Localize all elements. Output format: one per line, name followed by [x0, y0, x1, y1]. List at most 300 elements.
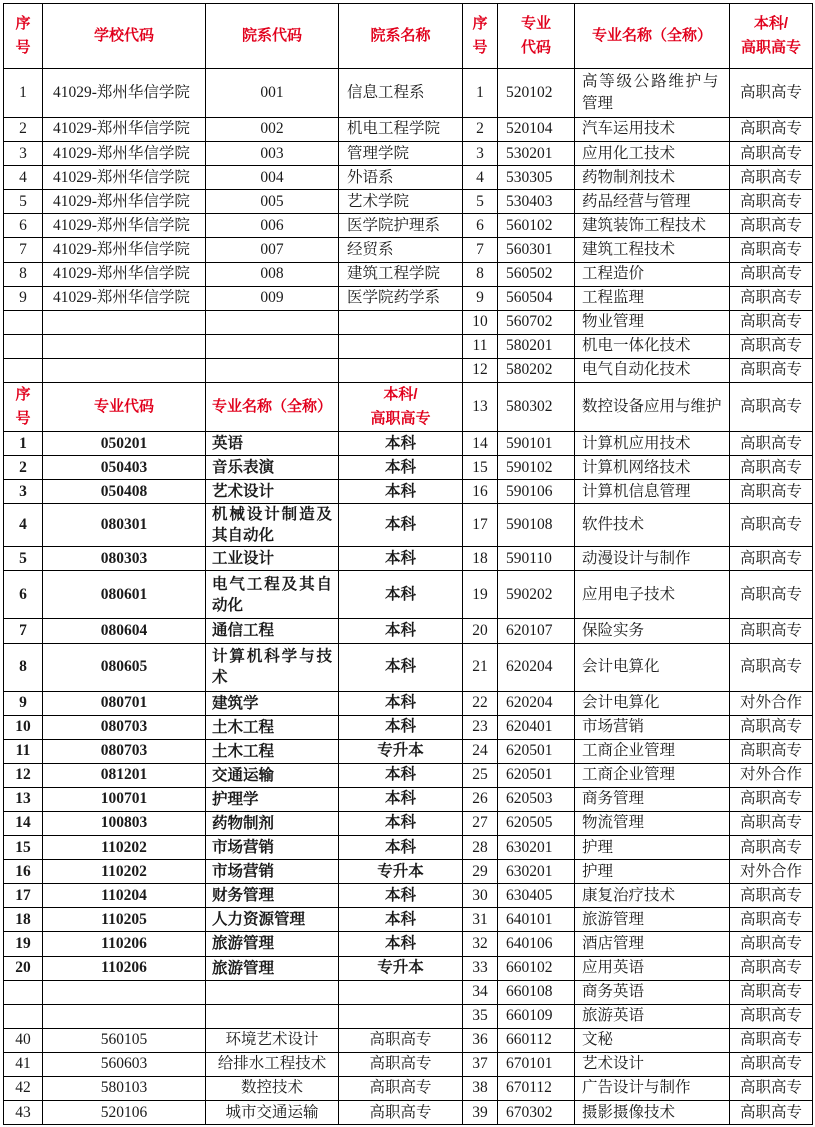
left-major-level-cell: 本科 [339, 480, 463, 504]
right-major-name-cell: 应用化工技术 [575, 142, 730, 166]
extra-major-level-cell: 高职高专 [339, 1077, 463, 1101]
right-major-no-cell: 28 [463, 836, 498, 860]
right-major-code-cell: 590106 [498, 480, 575, 504]
left-major-level-cell: 本科 [339, 908, 463, 932]
right-major-level-cell: 高职高专 [730, 1004, 813, 1028]
left-major-code-cell: 110206 [43, 932, 206, 956]
right-major-no-cell: 1 [463, 69, 498, 118]
right-major-no-cell: 27 [463, 811, 498, 835]
right-major-name-cell: 数控设备应用与维护 [575, 383, 730, 432]
right-major-code-cell: 670302 [498, 1101, 575, 1125]
extra-major-code-cell: 560105 [43, 1028, 206, 1052]
empty-cell [339, 980, 463, 1004]
right-major-no-cell: 6 [463, 214, 498, 238]
table-row [4, 763, 813, 787]
extra-major-level-cell: 高职高专 [339, 1052, 463, 1076]
right-major-code-cell: 620107 [498, 619, 575, 643]
right-major-name-cell: 物流管理 [575, 811, 730, 835]
right-major-name-cell: 艺术设计 [575, 1052, 730, 1076]
right-major-level-cell: 对外合作 [730, 763, 813, 787]
header-row [4, 4, 813, 69]
right-major-code-cell: 660108 [498, 980, 575, 1004]
left-major-code-cell: 080703 [43, 715, 206, 739]
table-row [4, 956, 813, 980]
left-major-name-cell: 电气工程及其自动化 [206, 571, 339, 619]
right-major-level-cell: 高职高专 [730, 286, 813, 310]
left-major-level-cell: 本科 [339, 643, 463, 691]
left-major-code-cell: 080601 [43, 571, 206, 619]
right-major-no-cell: 37 [463, 1052, 498, 1076]
right-major-level-cell: 高职高专 [730, 884, 813, 908]
empty-cell [339, 1004, 463, 1028]
table-row [4, 214, 813, 238]
right-major-name-cell: 保险实务 [575, 619, 730, 643]
right-major-code-cell: 630201 [498, 860, 575, 884]
left-major-code-cell: 081201 [43, 763, 206, 787]
left-major-level-cell: 本科 [339, 571, 463, 619]
right-major-name-cell: 软件技术 [575, 504, 730, 547]
right-major-name-cell: 文秘 [575, 1028, 730, 1052]
right-major-name-cell: 计算机网络技术 [575, 456, 730, 480]
extra-major-no-cell: 40 [4, 1028, 43, 1052]
right-major-no-cell: 2 [463, 118, 498, 142]
right-major-no-cell: 25 [463, 763, 498, 787]
left-major-code-cell: 080701 [43, 691, 206, 715]
empty-cell [4, 310, 43, 334]
right-major-level-cell: 高职高专 [730, 739, 813, 763]
header-major-level-line: 本科/ [753, 15, 789, 32]
left-major-name-cell: 交通运输 [206, 763, 339, 787]
right-major-no-cell: 18 [463, 547, 498, 571]
left-major-name-cell: 建筑学 [206, 691, 339, 715]
right-major-level-cell: 高职高专 [730, 1052, 813, 1076]
dept-code-cell: 007 [206, 238, 339, 262]
school-code-cell: 41029-郑州华信学院 [43, 118, 206, 142]
right-major-name-cell: 药物制剂技术 [575, 166, 730, 190]
right-major-code-cell: 620501 [498, 763, 575, 787]
left-major-no-cell: 3 [4, 480, 43, 504]
right-major-name-cell: 药品经营与管理 [575, 190, 730, 214]
right-major-no-cell: 12 [463, 358, 498, 382]
right-major-name-cell: 计算机信息管理 [575, 480, 730, 504]
table-row [4, 908, 813, 932]
table-row [4, 739, 813, 763]
right-major-level-cell: 高职高专 [730, 166, 813, 190]
school-code-cell: 41029-郑州华信学院 [43, 262, 206, 286]
table-row [4, 118, 813, 142]
extra-major-name-cell: 环境艺术设计 [206, 1028, 339, 1052]
subheader-level-line: 本科/ [383, 386, 418, 404]
table-row [4, 884, 813, 908]
header-school-code: 学校代码 [43, 4, 206, 69]
right-major-code-cell: 560702 [498, 310, 575, 334]
right-major-level-cell: 高职高专 [730, 1077, 813, 1101]
right-major-code-cell: 580202 [498, 358, 575, 382]
table-row [4, 1077, 813, 1101]
table-row [4, 262, 813, 286]
subheader-level-line: 高职高专 [370, 410, 431, 428]
left-major-level-cell: 本科 [339, 884, 463, 908]
majors-table [3, 3, 813, 1125]
right-major-name-cell: 电气自动化技术 [575, 358, 730, 382]
right-major-name-label: 高等级公路维护与管理 [582, 73, 719, 112]
left-major-code-cell: 110204 [43, 884, 206, 908]
right-major-code-cell: 560301 [498, 238, 575, 262]
subheader-name-cell: 专业名称（全称） [206, 383, 339, 432]
left-major-name-cell: 工业设计 [206, 547, 339, 571]
right-major-code-cell: 660109 [498, 1004, 575, 1028]
header-no-label: 序号 [15, 15, 31, 56]
dept-name-cell: 信息工程系 [339, 69, 463, 118]
left-major-name-cell: 计算机科学与技术 [206, 643, 339, 691]
right-major-level-cell: 高职高专 [730, 262, 813, 286]
right-major-code-cell: 520102 [498, 69, 575, 118]
left-major-name-cell: 财务管理 [206, 884, 339, 908]
dept-no-cell: 3 [4, 142, 43, 166]
empty-cell [339, 310, 463, 334]
right-major-no-cell: 3 [463, 142, 498, 166]
empty-cell [339, 358, 463, 382]
right-major-name-cell: 建筑装饰工程技术 [575, 214, 730, 238]
right-major-no-cell: 8 [463, 262, 498, 286]
right-major-no-cell: 29 [463, 860, 498, 884]
right-major-level-cell: 高职高专 [730, 1101, 813, 1125]
table-row [4, 69, 813, 118]
right-major-level-cell: 高职高专 [730, 118, 813, 142]
empty-cell [43, 1004, 206, 1028]
dept-name-cell: 医学院药学系 [339, 286, 463, 310]
empty-cell [43, 980, 206, 1004]
table-row [4, 358, 813, 382]
left-major-level-cell: 专升本 [339, 739, 463, 763]
empty-cell [206, 358, 339, 382]
right-major-no-cell: 33 [463, 956, 498, 980]
right-major-name-cell: 护理 [575, 836, 730, 860]
right-major-name-cell: 商务管理 [575, 787, 730, 811]
right-major-name-cell: 会计电算化 [575, 643, 730, 691]
right-major-no-cell: 26 [463, 787, 498, 811]
right-major-no-cell: 13 [463, 383, 498, 432]
right-major-no-cell: 30 [463, 884, 498, 908]
extra-major-no-cell: 41 [4, 1052, 43, 1076]
dept-name-cell: 外语系 [339, 166, 463, 190]
table-row [4, 1028, 813, 1052]
dept-no-cell: 5 [4, 190, 43, 214]
school-code-cell: 41029-郑州华信学院 [43, 190, 206, 214]
right-major-no-cell: 31 [463, 908, 498, 932]
left-major-code-cell: 080604 [43, 619, 206, 643]
right-major-code-cell: 530305 [498, 166, 575, 190]
subheader-code-cell: 专业代码 [43, 383, 206, 432]
table-row [4, 238, 813, 262]
right-major-no-cell: 22 [463, 691, 498, 715]
right-major-code-cell: 520104 [498, 118, 575, 142]
dept-no-cell: 9 [4, 286, 43, 310]
table-row [4, 836, 813, 860]
table-row [4, 811, 813, 835]
dept-name-cell: 机电工程学院 [339, 118, 463, 142]
right-major-code-cell: 620501 [498, 739, 575, 763]
left-major-level-cell: 专升本 [339, 956, 463, 980]
table-row [4, 1101, 813, 1125]
right-major-no-cell: 4 [463, 166, 498, 190]
header-dept-code: 院系代码 [206, 4, 339, 69]
left-major-code-cell: 050408 [43, 480, 206, 504]
left-major-name-cell: 旅游管理 [206, 956, 339, 980]
empty-cell [206, 310, 339, 334]
right-major-name-cell: 酒店管理 [575, 932, 730, 956]
extra-major-code-cell: 520106 [43, 1101, 206, 1125]
subheader-no-cell [4, 383, 43, 432]
header-major-name: 专业名称（全称） [575, 4, 730, 69]
left-major-code-cell: 110205 [43, 908, 206, 932]
left-major-code-cell: 050403 [43, 456, 206, 480]
right-major-name-cell: 商务英语 [575, 980, 730, 1004]
right-major-code-cell: 620204 [498, 643, 575, 691]
right-major-level-cell: 高职高专 [730, 956, 813, 980]
right-major-level-cell: 高职高专 [730, 932, 813, 956]
right-major-no-cell: 39 [463, 1101, 498, 1125]
right-major-no-cell: 7 [463, 238, 498, 262]
dept-no-cell: 8 [4, 262, 43, 286]
right-major-name-cell: 动漫设计与制作 [575, 547, 730, 571]
left-major-no-cell: 5 [4, 547, 43, 571]
right-major-level-cell: 高职高专 [730, 334, 813, 358]
empty-cell [4, 980, 43, 1004]
left-major-name-cell: 音乐表演 [206, 456, 339, 480]
table-row [4, 619, 813, 643]
table-row [4, 480, 813, 504]
left-major-no-cell: 20 [4, 956, 43, 980]
left-major-name-cell: 市场营销 [206, 860, 339, 884]
right-major-name-cell: 建筑工程技术 [575, 238, 730, 262]
dept-code-cell: 008 [206, 262, 339, 286]
dept-code-cell: 002 [206, 118, 339, 142]
right-major-code-cell: 530403 [498, 190, 575, 214]
left-major-name-cell: 通信工程 [206, 619, 339, 643]
table-row [4, 432, 813, 456]
left-major-no-cell: 17 [4, 884, 43, 908]
table-row [4, 571, 813, 619]
right-major-no-cell: 38 [463, 1077, 498, 1101]
right-major-code-cell: 620503 [498, 787, 575, 811]
extra-major-code-cell: 560603 [43, 1052, 206, 1076]
right-major-level-cell: 高职高专 [730, 190, 813, 214]
right-major-level-cell: 高职高专 [730, 1028, 813, 1052]
empty-cell [4, 358, 43, 382]
table-row [4, 715, 813, 739]
left-major-no-cell: 9 [4, 691, 43, 715]
extra-major-code-cell: 580103 [43, 1077, 206, 1101]
right-major-code-cell: 620401 [498, 715, 575, 739]
table-row [4, 383, 813, 432]
extra-major-no-cell: 43 [4, 1101, 43, 1125]
right-major-level-cell: 对外合作 [730, 691, 813, 715]
left-major-level-cell: 本科 [339, 432, 463, 456]
left-major-no-cell: 6 [4, 571, 43, 619]
right-major-level-cell: 高职高专 [730, 619, 813, 643]
left-major-no-cell: 11 [4, 739, 43, 763]
header-major-no [463, 4, 498, 69]
right-major-code-cell: 640101 [498, 908, 575, 932]
table-row [4, 142, 813, 166]
right-major-code-cell: 630201 [498, 836, 575, 860]
right-major-no-cell: 19 [463, 571, 498, 619]
right-major-code-cell: 530201 [498, 142, 575, 166]
right-major-code-cell: 670101 [498, 1052, 575, 1076]
extra-major-name-cell: 城市交通运输 [206, 1101, 339, 1125]
right-major-no-cell: 36 [463, 1028, 498, 1052]
header-major-level [730, 4, 813, 69]
table-row [4, 691, 813, 715]
dept-no-cell: 6 [4, 214, 43, 238]
right-major-name-cell: 汽车运用技术 [575, 118, 730, 142]
header-dept-name: 院系名称 [339, 4, 463, 69]
dept-code-cell: 001 [206, 69, 339, 118]
extra-major-name-cell: 数控技术 [206, 1077, 339, 1101]
table-row [4, 166, 813, 190]
right-major-no-cell: 9 [463, 286, 498, 310]
right-major-no-cell: 23 [463, 715, 498, 739]
right-major-no-cell: 34 [463, 980, 498, 1004]
right-major-level-cell: 高职高专 [730, 571, 813, 619]
extra-major-level-cell: 高职高专 [339, 1028, 463, 1052]
empty-cell [43, 310, 206, 334]
right-major-name-cell: 计算机应用技术 [575, 432, 730, 456]
dept-code-cell: 003 [206, 142, 339, 166]
header-major-code-label: 专业代码 [520, 15, 551, 56]
left-major-level-cell: 本科 [339, 811, 463, 835]
header-major-level-line: 高职高专 [740, 39, 801, 56]
dept-code-cell: 006 [206, 214, 339, 238]
right-major-level-cell: 高职高专 [730, 811, 813, 835]
right-major-name-cell [575, 69, 730, 118]
right-major-no-cell: 10 [463, 310, 498, 334]
right-major-name-cell: 旅游管理 [575, 908, 730, 932]
subheader-no-label: 序号 [15, 386, 31, 428]
right-major-code-cell: 560102 [498, 214, 575, 238]
school-code-cell: 41029-郑州华信学院 [43, 214, 206, 238]
left-major-level-cell: 本科 [339, 691, 463, 715]
empty-cell [339, 334, 463, 358]
right-major-code-cell: 560504 [498, 286, 575, 310]
right-major-code-cell: 590110 [498, 547, 575, 571]
left-major-code-cell: 110202 [43, 836, 206, 860]
right-major-level-cell: 高职高专 [730, 214, 813, 238]
right-major-level-cell: 对外合作 [730, 860, 813, 884]
left-major-name-cell: 药物制剂 [206, 811, 339, 835]
table-row [4, 547, 813, 571]
table-row [4, 643, 813, 691]
right-major-level-cell: 高职高专 [730, 480, 813, 504]
extra-major-name-cell: 给排水工程技术 [206, 1052, 339, 1076]
table-row [4, 1052, 813, 1076]
left-major-level-cell: 本科 [339, 504, 463, 547]
right-major-code-cell: 590101 [498, 432, 575, 456]
right-major-name-cell: 机电一体化技术 [575, 334, 730, 358]
right-major-no-cell: 20 [463, 619, 498, 643]
right-major-code-cell: 640106 [498, 932, 575, 956]
right-major-no-cell: 5 [463, 190, 498, 214]
right-major-name-cell: 应用电子技术 [575, 571, 730, 619]
right-major-code-cell: 560502 [498, 262, 575, 286]
empty-cell [206, 1004, 339, 1028]
dept-name-cell: 管理学院 [339, 142, 463, 166]
right-major-name-cell: 广告设计与制作 [575, 1077, 730, 1101]
table-row [4, 860, 813, 884]
left-major-code-cell: 110206 [43, 956, 206, 980]
left-major-code-cell: 100803 [43, 811, 206, 835]
table-body [4, 69, 813, 1125]
left-major-name-cell: 土木工程 [206, 715, 339, 739]
table-row [4, 334, 813, 358]
dept-code-cell: 004 [206, 166, 339, 190]
left-major-name-cell: 市场营销 [206, 836, 339, 860]
dept-code-cell: 009 [206, 286, 339, 310]
right-major-code-cell: 630405 [498, 884, 575, 908]
right-major-name-cell: 旅游英语 [575, 1004, 730, 1028]
right-major-name-cell: 工商企业管理 [575, 763, 730, 787]
left-major-code-cell: 080301 [43, 504, 206, 547]
table-row [4, 310, 813, 334]
right-major-code-cell: 580201 [498, 334, 575, 358]
dept-code-cell: 005 [206, 190, 339, 214]
empty-cell [43, 358, 206, 382]
left-major-code-cell: 100701 [43, 787, 206, 811]
school-code-cell: 41029-郑州华信学院 [43, 238, 206, 262]
left-major-no-cell: 15 [4, 836, 43, 860]
right-major-level-cell: 高职高专 [730, 142, 813, 166]
right-major-name-cell: 康复治疗技术 [575, 884, 730, 908]
right-major-name-cell: 护理 [575, 860, 730, 884]
left-major-no-cell: 14 [4, 811, 43, 835]
left-major-no-cell: 7 [4, 619, 43, 643]
left-major-level-cell: 本科 [339, 836, 463, 860]
dept-no-cell: 7 [4, 238, 43, 262]
left-major-name-cell: 艺术设计 [206, 480, 339, 504]
right-major-name-cell: 摄影摄像技术 [575, 1101, 730, 1125]
left-major-name-cell: 护理学 [206, 787, 339, 811]
right-major-level-cell: 高职高专 [730, 69, 813, 118]
dept-name-cell: 经贸系 [339, 238, 463, 262]
right-major-name-cell: 会计电算化 [575, 691, 730, 715]
extra-major-no-cell: 42 [4, 1077, 43, 1101]
table-row [4, 787, 813, 811]
right-major-no-cell: 17 [463, 504, 498, 547]
left-major-code-cell: 080605 [43, 643, 206, 691]
right-major-code-cell: 590202 [498, 571, 575, 619]
left-major-level-cell: 本科 [339, 547, 463, 571]
right-major-level-cell: 高职高专 [730, 383, 813, 432]
right-major-no-cell: 11 [463, 334, 498, 358]
left-major-no-cell: 18 [4, 908, 43, 932]
right-major-no-cell: 35 [463, 1004, 498, 1028]
left-major-name-cell: 土木工程 [206, 739, 339, 763]
right-major-no-cell: 15 [463, 456, 498, 480]
right-major-name-cell: 工程监理 [575, 286, 730, 310]
school-code-cell: 41029-郑州华信学院 [43, 69, 206, 118]
right-major-name-cell: 物业管理 [575, 310, 730, 334]
left-major-level-cell: 本科 [339, 787, 463, 811]
empty-cell [4, 1004, 43, 1028]
left-major-code-cell: 110202 [43, 860, 206, 884]
school-code-cell: 41029-郑州华信学院 [43, 166, 206, 190]
right-major-level-cell: 高职高专 [730, 310, 813, 334]
left-major-no-cell: 19 [4, 932, 43, 956]
right-major-level-cell: 高职高专 [730, 456, 813, 480]
table-row [4, 980, 813, 1004]
left-major-name-cell: 旅游管理 [206, 932, 339, 956]
